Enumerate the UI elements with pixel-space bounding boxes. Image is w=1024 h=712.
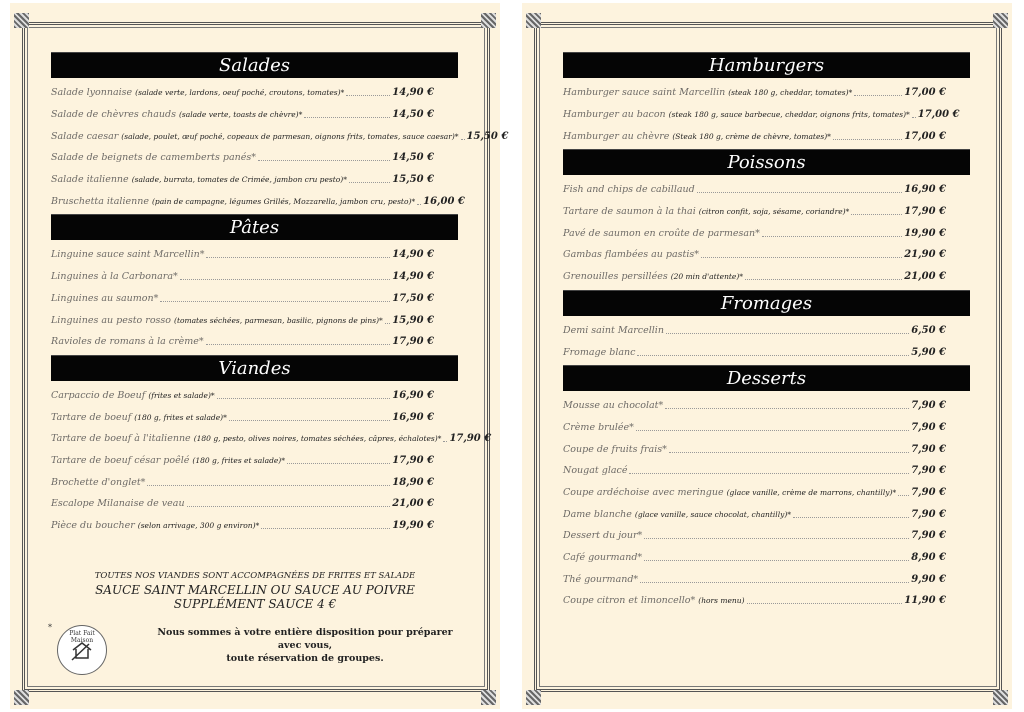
- group-booking-note: [150, 626, 460, 665]
- fait-maison-badge: [57, 625, 107, 675]
- item-price: 15,50 €: [392, 174, 434, 186]
- dot-leader: [206, 344, 391, 345]
- dot-leader: [912, 117, 916, 118]
- menu-page-left: [10, 3, 509, 709]
- item-description: (tomates séchées, parmesan, basilic, pignons de pins)*: [174, 315, 383, 325]
- menu-item: [51, 428, 492, 450]
- item-price: 8,90 €: [911, 552, 946, 564]
- dot-leader: [217, 398, 391, 399]
- item-price: 17,90 €: [392, 336, 434, 348]
- item-description: (20 min d'attente)*: [670, 272, 744, 282]
- item-description: (180 g, pesto, olives noires, tomates séchées, câpres, échalotes)*: [193, 434, 442, 444]
- menu-sections: [51, 52, 509, 536]
- item-name: Café gourmand*: [563, 552, 643, 564]
- menu-item: [51, 147, 458, 169]
- dot-leader: [417, 204, 421, 205]
- menu-item: [563, 482, 970, 504]
- item-description: (salade, poulet, œuf poché, copeaux de parmesan, oignons frits, tomates, sauce caesar)*: [121, 131, 459, 141]
- dot-leader: [636, 430, 909, 431]
- menu-item: [563, 568, 970, 590]
- item-description: (salade verte, lardons, oeuf poché, croutons, tomates)*: [135, 88, 345, 98]
- dot-leader: [385, 323, 390, 324]
- dot-leader: [346, 95, 390, 96]
- item-price: 5,90 €: [911, 346, 946, 358]
- dot-leader: [644, 538, 909, 539]
- item-name: Nougat glacé: [563, 465, 628, 477]
- item-name: Hamburger au bacon: [563, 109, 666, 121]
- item-name: Dame blanche: [563, 508, 632, 520]
- item-price: 7,90 €: [911, 400, 946, 412]
- dot-leader: [287, 463, 390, 464]
- item-name: Hamburger sauce saint Marcellin: [563, 87, 726, 99]
- item-name: Demi saint Marcellin: [563, 324, 664, 336]
- menu-item: [51, 125, 509, 147]
- dot-leader: [701, 257, 902, 258]
- item-name: Coupe ardéchoise avec meringue: [563, 486, 724, 498]
- dot-leader: [697, 192, 902, 193]
- dot-leader: [898, 495, 909, 496]
- item-price: 16,00 €: [423, 195, 465, 207]
- item-name: Linguines au saumon*: [51, 292, 159, 304]
- dot-leader: [187, 506, 391, 507]
- dot-leader: [180, 279, 390, 280]
- item-name: Pavé de saumon en croûte de parmesan*: [563, 227, 760, 239]
- menu-item: [563, 395, 970, 417]
- contact-line-2: toute réservation de groupes.: [226, 653, 384, 664]
- menu-item: [563, 525, 970, 547]
- menu-item: [51, 244, 458, 266]
- item-price: 16,90 €: [392, 411, 434, 423]
- item-price: 14,50 €: [392, 109, 434, 121]
- menu-notes: [50, 571, 460, 611]
- menu-item: [51, 450, 458, 472]
- item-description: (180 g, frites et salade)*: [192, 455, 285, 465]
- item-price: 17,90 €: [904, 206, 946, 218]
- item-name: Salade de chèvres chauds: [51, 109, 176, 121]
- item-description: (citron confit, soja, sésame, coriandre)*: [698, 207, 850, 217]
- dot-leader: [261, 528, 390, 529]
- section-header-salades: Salades: [51, 52, 458, 78]
- item-price: 7,90 €: [911, 443, 946, 455]
- item-description: (pain de campagne, légumes Grillés, Mozzarella, jambon cru, pesto)*: [151, 196, 416, 206]
- menu-item: [563, 547, 970, 569]
- dot-leader: [747, 603, 903, 604]
- section-header-hamburgers: Hamburgers: [563, 52, 970, 78]
- item-description: (glace vanille, sauce chocolat, chantilly)*: [634, 509, 792, 519]
- item-name: Crème brulée*: [563, 421, 634, 433]
- dot-leader: [461, 139, 465, 140]
- dot-leader: [666, 333, 909, 334]
- dot-leader: [304, 117, 390, 118]
- menu-item: [51, 104, 458, 126]
- corner-ornament-icon: [14, 690, 29, 705]
- item-price: 14,90 €: [392, 249, 434, 261]
- dot-leader: [160, 301, 390, 302]
- item-price: 15,90 €: [392, 314, 434, 326]
- menu-item: [563, 438, 970, 460]
- item-name: Coupe de fruits frais*: [563, 443, 667, 455]
- section-header-poissons: Poissons: [563, 149, 970, 175]
- menu-item: [563, 320, 970, 342]
- item-name: Bruschetta italienne: [51, 195, 149, 207]
- menu-item: [51, 169, 458, 191]
- item-description: (salade, burrata, tomates de Crimée, jambon cru pesto)*: [131, 175, 347, 185]
- menu-item: [51, 82, 458, 104]
- item-description: (steak 180 g, sauce barbecue, cheddar, oignons frits, tomates)*: [668, 110, 910, 120]
- menu-item: [563, 201, 970, 223]
- item-name: Tartare de boeuf césar poêlé: [51, 454, 190, 466]
- menu-item: [563, 222, 970, 244]
- item-name: Salade caesar: [51, 130, 119, 142]
- dot-leader: [629, 473, 909, 474]
- item-description: (selon arrivage, 300 g environ)*: [137, 521, 260, 531]
- dot-leader: [854, 95, 902, 96]
- item-name: Linguines au pesto rosso: [51, 314, 172, 326]
- menu-item: [51, 406, 458, 428]
- item-description: (Steak 180 g, crème de chèvre, tomates)*: [672, 131, 831, 141]
- dot-leader: [349, 182, 390, 183]
- dot-leader: [851, 214, 902, 215]
- dot-leader: [229, 420, 390, 421]
- item-name: Grenouilles persillées: [563, 271, 668, 283]
- item-price: 6,50 €: [911, 324, 946, 336]
- item-price: 14,50 €: [392, 152, 434, 164]
- contact-line-1: Nous sommes à votre entière disposition pour préparer avec vous,: [157, 627, 453, 651]
- item-price: 15,50 €: [466, 130, 509, 142]
- item-name: Thé gourmand*: [563, 573, 639, 585]
- item-name: Fish and chips de cabillaud: [563, 184, 695, 196]
- item-name: Tartare de boeuf: [51, 411, 132, 423]
- item-price: 16,90 €: [904, 184, 946, 196]
- item-price: 19,90 €: [392, 520, 434, 532]
- item-price: 17,50 €: [392, 292, 434, 304]
- menu-item: [563, 417, 970, 439]
- item-name: Tartare de saumon à la thai: [563, 206, 696, 218]
- badge-asterisk: *: [48, 623, 52, 632]
- item-description: (frites et salade)*: [148, 390, 215, 400]
- section-header-desserts: Desserts: [563, 365, 970, 391]
- item-price: 17,00 €: [917, 109, 960, 121]
- section-header-viandes: Viandes: [51, 355, 458, 381]
- item-description: (glace vanille, crème de marrons, chantilly)*: [726, 487, 897, 497]
- menu-item: [563, 244, 970, 266]
- item-price: 7,90 €: [911, 486, 946, 498]
- item-price: 7,90 €: [911, 508, 946, 520]
- menu-item: [563, 125, 970, 147]
- corner-ornament-icon: [993, 690, 1008, 705]
- item-name: Pièce du boucher: [51, 520, 135, 532]
- item-price: 18,90 €: [392, 476, 434, 488]
- dot-leader: [665, 408, 909, 409]
- item-price: 17,00 €: [904, 87, 946, 99]
- item-price: 14,90 €: [392, 271, 434, 283]
- notes-line-1: TOUTES NOS VIANDES SONT ACCOMPAGNÉES DE FRITES ET SALADE: [94, 571, 416, 581]
- item-price: 17,90 €: [449, 433, 492, 445]
- dot-leader: [833, 139, 902, 140]
- item-name: Salade italienne: [51, 174, 129, 186]
- menu-item: [51, 515, 458, 537]
- item-name: Linguines à la Carbonara*: [51, 271, 178, 283]
- item-price: 17,90 €: [392, 454, 434, 466]
- item-price: 9,90 €: [911, 573, 946, 585]
- item-name: Tartare de boeuf à l'italienne: [51, 433, 191, 445]
- item-name: Carpaccio de Boeuf: [51, 389, 146, 401]
- menu-item: [51, 288, 458, 310]
- corner-ornament-icon: [481, 13, 496, 28]
- notes-line-3: SUPPLÉMENT SAUCE 4 €: [173, 597, 337, 611]
- menu-item: [51, 266, 458, 288]
- item-name: Salade lyonnaise: [51, 87, 133, 99]
- item-price: 7,90 €: [911, 465, 946, 477]
- corner-ornament-icon: [526, 13, 541, 28]
- menu-item: [51, 493, 458, 515]
- corner-ornament-icon: [14, 13, 29, 28]
- menu-item: [563, 82, 970, 104]
- item-name: Linguine sauce saint Marcellin*: [51, 249, 205, 261]
- menu-item: [563, 341, 970, 363]
- item-description: (180 g, frites et salade)*: [134, 412, 227, 422]
- item-name: Ravioles de romans à la crème*: [51, 336, 204, 348]
- item-name: Escalope Milanaise de veau: [51, 498, 185, 510]
- item-name: Mousse au chocolat*: [563, 400, 664, 412]
- item-description: (salade verte, toasts de chèvre)*: [178, 110, 303, 120]
- notes-line-2: SAUCE SAINT MARCELLIN OU SAUCE AU POIVRE: [95, 583, 415, 597]
- item-price: 11,90 €: [904, 595, 946, 607]
- menu-item: [51, 190, 465, 212]
- menu-sections: [563, 52, 970, 612]
- corner-ornament-icon: [526, 690, 541, 705]
- item-name: Gambas flambées au pastis*: [563, 249, 700, 261]
- menu-item: [563, 590, 970, 612]
- item-name: Fromage blanc: [563, 346, 636, 358]
- badge-text: Plat Fait Maison: [69, 630, 95, 644]
- dot-leader: [793, 517, 909, 518]
- item-name: Hamburger au chèvre: [563, 130, 670, 142]
- item-description: (steak 180 g, cheddar, tomates)*: [728, 88, 853, 98]
- item-price: 21,00 €: [392, 498, 434, 510]
- item-price: 17,00 €: [904, 130, 946, 142]
- dot-leader: [637, 355, 909, 356]
- dot-leader: [206, 257, 390, 258]
- item-price: 19,90 €: [904, 227, 946, 239]
- item-name: Coupe citron et limoncello*: [563, 595, 696, 607]
- item-price: 14,90 €: [392, 87, 434, 99]
- menu-item: [51, 471, 458, 493]
- menu-item: [563, 460, 970, 482]
- item-price: 16,90 €: [392, 389, 434, 401]
- dot-leader: [147, 485, 390, 486]
- item-description: (hors menu): [698, 596, 745, 606]
- item-name: Salade de beignets de camemberts panés*: [51, 152, 257, 164]
- menu-item: [563, 266, 970, 288]
- dot-leader: [745, 279, 902, 280]
- dot-leader: [640, 582, 909, 583]
- section-header-fromages: Fromages: [563, 290, 970, 316]
- corner-ornament-icon: [481, 690, 496, 705]
- menu-item: [51, 331, 458, 353]
- item-name: Dessert du jour*: [563, 530, 643, 542]
- item-price: 21,00 €: [904, 271, 946, 283]
- dot-leader: [443, 441, 447, 442]
- menu-item: [563, 503, 970, 525]
- dot-leader: [669, 452, 909, 453]
- item-price: 7,90 €: [911, 530, 946, 542]
- dot-leader: [644, 560, 909, 561]
- menu-item: [51, 309, 458, 331]
- dot-leader: [258, 160, 390, 161]
- menu-page-right: [522, 3, 1012, 709]
- corner-ornament-icon: [993, 13, 1008, 28]
- menu-item: [51, 385, 458, 407]
- menu-item: [563, 179, 970, 201]
- item-price: 21,90 €: [904, 249, 946, 261]
- section-header-pâtes: Pâtes: [51, 214, 458, 240]
- item-price: 7,90 €: [911, 421, 946, 433]
- item-name: Brochette d'onglet*: [51, 476, 146, 488]
- menu-item: [563, 104, 970, 126]
- dot-leader: [762, 236, 902, 237]
